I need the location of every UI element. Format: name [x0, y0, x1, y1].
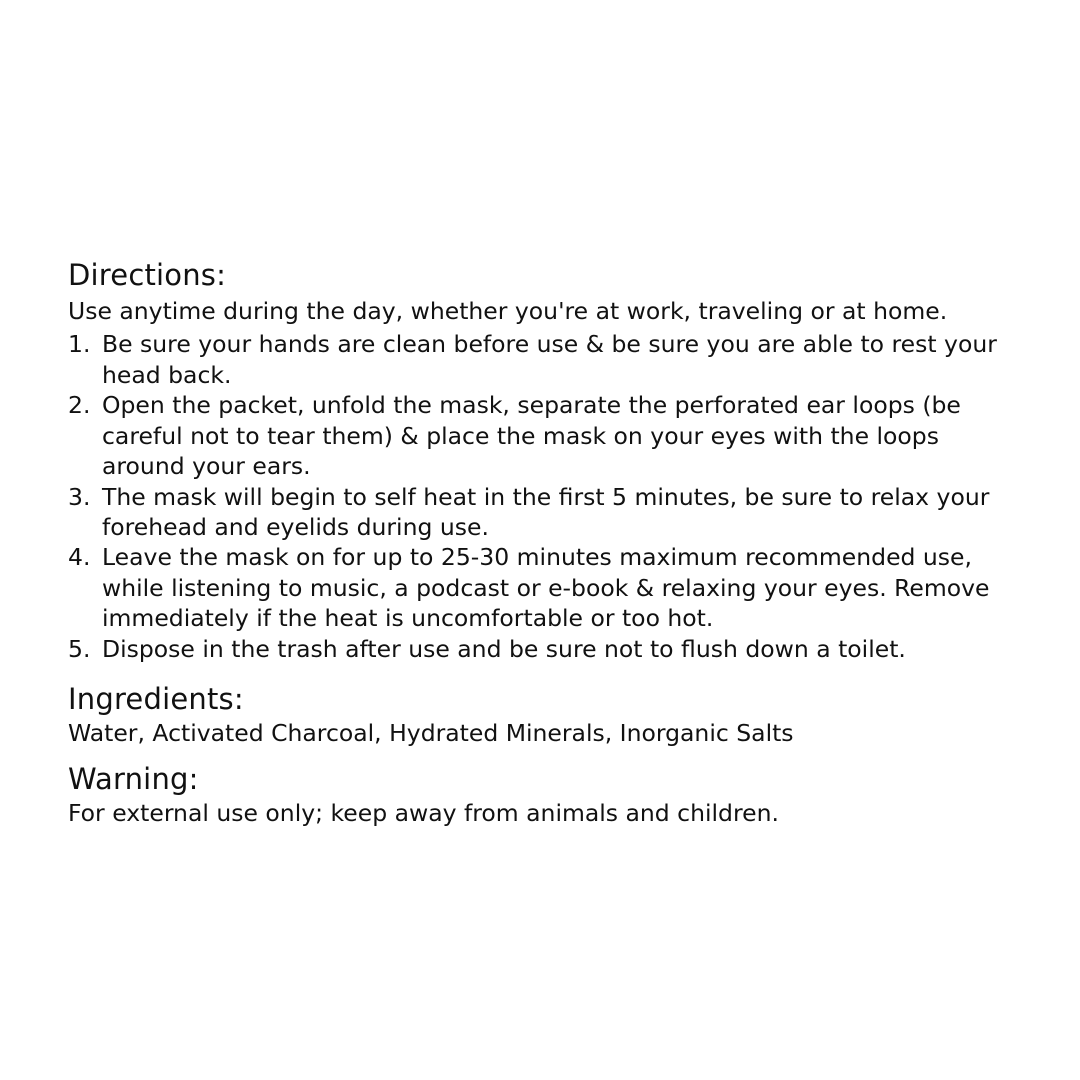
- ingredients-heading: Ingredients:: [68, 682, 244, 717]
- step-text: Open the packet, unfold the mask, separate the perforated ear loops (be careful not to tear them) & place the mask on your eyes with the loops around your ears.: [102, 391, 961, 481]
- list-item: [68, 634, 1028, 664]
- list-item: [68, 482, 1028, 543]
- step-number: 5.: [68, 634, 91, 663]
- list-item: [68, 390, 1028, 481]
- step-number: 2.: [68, 391, 91, 420]
- step-number: 4.: [68, 543, 91, 572]
- step-text: Be sure your hands are clean before use & be sure you are able to rest your head back.: [102, 330, 997, 389]
- directions-section: [68, 258, 1028, 664]
- warning-text: For external use only; keep away from animals and children.: [68, 798, 779, 827]
- directions-intro: Use anytime during the day, whether you're at work, traveling or at home.: [68, 297, 948, 326]
- list-item: [68, 329, 1028, 390]
- label-content: [68, 258, 1028, 829]
- directions-steps-list: [68, 329, 1028, 664]
- step-text: Leave the mask on for up to 25-30 minutes maximum recommended use, while listening to music, a podcast or e-book & relaxing your eyes. Remove immediately if the heat is uncomfortable or too hot.: [102, 543, 990, 633]
- step-number: 1.: [68, 330, 91, 359]
- step-text: The mask will begin to self heat in the first 5 minutes, be sure to relax your forehead and eyelids during use.: [102, 482, 990, 541]
- warning-section: [68, 762, 1028, 829]
- step-text: Dispose in the trash after use and be sure not to flush down a toilet.: [102, 634, 906, 663]
- ingredients-text: Water, Activated Charcoal, Hydrated Minerals, Inorganic Salts: [68, 719, 794, 748]
- step-number: 3.: [68, 482, 91, 511]
- warning-heading: Warning:: [68, 761, 199, 796]
- directions-heading: Directions:: [68, 258, 227, 292]
- spacer: [68, 750, 1028, 762]
- spacer: [68, 664, 1028, 682]
- ingredients-section: [68, 682, 1028, 749]
- list-item: [68, 542, 1028, 633]
